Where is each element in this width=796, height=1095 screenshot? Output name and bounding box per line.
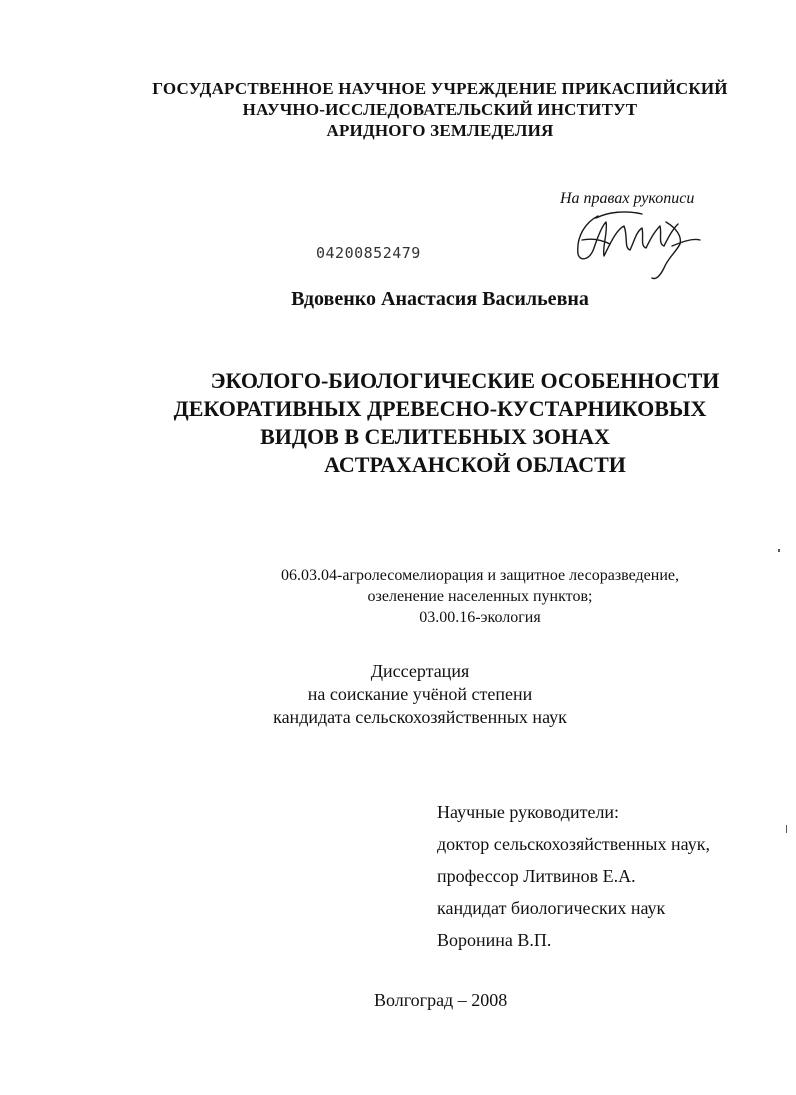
title-line: ДЕКОРАТИВНЫХ ДРЕВЕСНО-КУСТАРНИКОВЫХ bbox=[173, 396, 707, 421]
supervisor-line: профессор Литвинов Е.А. bbox=[437, 866, 636, 886]
signature-icon bbox=[568, 196, 708, 282]
supervisor-line: доктор сельскохозяйственных наук, bbox=[437, 834, 710, 854]
institution-line: ГОСУДАРСТВЕННОЕ НАУЧНОЕ УЧРЕЖДЕНИЕ ПРИКАСПИЙСКИЙ bbox=[152, 79, 728, 98]
supervisors-heading: Научные руководители: bbox=[437, 802, 620, 822]
title-line: АСТРАХАНСКОЙ ОБЛАСТИ bbox=[324, 452, 626, 477]
specialty-line: 06.03.04-агролесомелиорация и защитное лесоразведение, bbox=[281, 567, 679, 584]
title-line: ВИДОВ В СЕЛИТЕБНЫХ ЗОНАХ bbox=[260, 424, 610, 449]
specialty-line: 03.00.16-экология bbox=[419, 609, 541, 626]
degree-line: на соискание учёной степени bbox=[307, 684, 533, 704]
scan-speck bbox=[786, 825, 787, 833]
scan-speck bbox=[778, 549, 780, 552]
title-line: ЭКОЛОГО-БИОЛОГИЧЕСКИЕ ОСОБЕННОСТИ bbox=[210, 368, 720, 393]
place-and-year: Волгоград – 2008 bbox=[374, 990, 508, 1010]
specialty-codes bbox=[120, 565, 796, 628]
specialty-line: озеленение населенных пунктов; bbox=[367, 588, 593, 605]
supervisor-line: кандидат биологических наук bbox=[437, 898, 666, 918]
registration-number: 04200852479 bbox=[316, 244, 421, 262]
manuscript-rights-note: На правах рукописи bbox=[560, 190, 695, 207]
dissertation-title bbox=[120, 367, 760, 479]
degree-block bbox=[120, 660, 720, 729]
supervisors-block bbox=[437, 796, 710, 956]
institution-line: НАУЧНО-ИССЛЕДОВАТЕЛЬСКИЙ ИНСТИТУТ bbox=[242, 100, 638, 119]
degree-line: Диссертация bbox=[370, 661, 470, 681]
degree-line: кандидата сельскохозяйственных наук bbox=[273, 707, 567, 727]
institution-header bbox=[120, 78, 760, 141]
author-name: Вдовенко Анастасия Васильевна bbox=[291, 288, 589, 310]
supervisor-line: Воронина В.П. bbox=[437, 930, 552, 950]
institution-line: АРИДНОГО ЗЕМЛЕДЕЛИЯ bbox=[326, 121, 554, 140]
